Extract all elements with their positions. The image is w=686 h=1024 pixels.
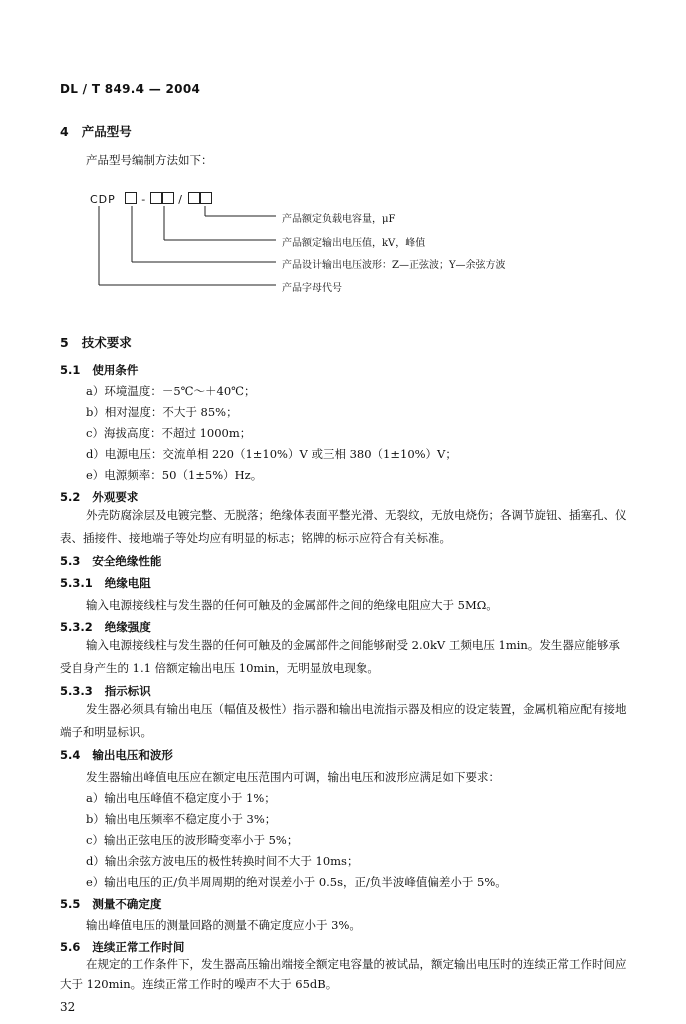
section-5-3-3-heading bbox=[60, 683, 151, 699]
legend-letters: 产品字母代号 bbox=[282, 283, 342, 294]
legend-capacitance: 产品额定负载电容量，μF bbox=[282, 214, 396, 225]
section-4-title: 产品型号 bbox=[81, 124, 132, 139]
section-5-1-title: 使用条件 bbox=[92, 363, 139, 377]
section-5-3-3-number: 5.3.3 bbox=[60, 684, 93, 698]
section-5-6-title: 连续正常工作时间 bbox=[92, 940, 185, 954]
section-5-5-number: 5.5 bbox=[60, 897, 81, 911]
section-5-3-1-number: 5.3.1 bbox=[60, 576, 93, 590]
section-5-3-1-title: 绝缘电阻 bbox=[104, 576, 151, 590]
list-item: e）输出电压的正/负半周周期的绝对误差小于 0.5s，正/负半波峰值偏差小于 5%。 bbox=[86, 875, 507, 889]
list-item: a）环境温度：－5℃～＋40℃； bbox=[86, 384, 256, 398]
section-5-3-2-text: 输入电源接线柱与发生器的任何可触及的金属部件之间能够耐受 2.0kV 工频电压 1min。发生器应能够承受自身产生的 1.1 倍额定输出电压 10min，无明显放电现象。 bbox=[60, 638, 620, 675]
section-5-4-title: 输出电压和波形 bbox=[92, 748, 173, 762]
section-5-3-heading bbox=[60, 553, 161, 569]
list-item: d）电源电压：交流单相 220（1±10%）V 或三相 380（1±10%）V； bbox=[86, 447, 457, 461]
section-5-6-heading bbox=[60, 939, 184, 955]
model-code-prefix: CDP bbox=[90, 193, 116, 206]
section-5-6-number: 5.6 bbox=[60, 940, 81, 954]
section-5-3-2-number: 5.3.2 bbox=[60, 620, 93, 634]
section-4-intro: 产品型号编制方法如下： bbox=[86, 153, 213, 167]
section-5-3-3-text: 发生器必须具有输出电压（幅值及极性）指示器和输出电流指示器及相应的设定装置，金属机箱应配有接地端子和明显标识。 bbox=[60, 702, 627, 739]
list-item: c）输出正弦电压的波形畸变率小于 5%； bbox=[86, 833, 299, 847]
section-5-3-1-text: 输入电源接线柱与发生器的任何可触及的金属部件之间的绝缘电阻应大于 5MΩ。 bbox=[86, 598, 498, 612]
legend-voltage: 产品额定输出电压值，kV，峰值 bbox=[282, 238, 426, 249]
section-5-3-2-title: 绝缘强度 bbox=[104, 620, 151, 634]
legend-waveform: 产品设计输出电压波形：Z—正弦波；Y—余弦方波 bbox=[282, 260, 506, 271]
list-item: a）输出电压峰值不稳定度小于 1%； bbox=[86, 791, 276, 805]
section-5-5-heading bbox=[60, 896, 161, 912]
section-5-3-3-title: 指示标识 bbox=[104, 684, 151, 698]
section-5-3-number: 5.3 bbox=[60, 554, 81, 568]
section-5-4-intro: 发生器输出峰值电压应在额定电压范围内可调，输出电压和波形应满足如下要求： bbox=[86, 770, 500, 784]
section-5-1-heading bbox=[60, 362, 138, 378]
page-number: 32 bbox=[60, 1000, 76, 1014]
section-5-4-number: 5.4 bbox=[60, 748, 81, 762]
list-item: b）相对湿度：不大于 85%； bbox=[86, 405, 238, 419]
section-5-2-title: 外观要求 bbox=[92, 490, 139, 504]
document-header: DL / T 849.4 — 2004 bbox=[60, 82, 201, 96]
list-item: c）海拔高度：不超过 1000m； bbox=[86, 426, 252, 440]
code-separator-slash: / bbox=[178, 193, 183, 206]
list-item: b）输出电压频率不稳定度小于 3%； bbox=[86, 812, 277, 826]
section-5-4-heading bbox=[60, 747, 173, 763]
section-5-6-text: 在规定的工作条件下，发生器高压输出端接全额定电容量的被试品，额定输出电压时的连续正常工作时间应大于 120min。连续正常工作时的噪声不大于 65dB。 bbox=[60, 957, 627, 991]
list-item: d）输出余弦方波电压的极性转换时间不大于 10ms； bbox=[86, 854, 359, 868]
section-4-number: 4 bbox=[60, 124, 69, 139]
section-5-2-text: 外壳防腐涂层及电镀完整、无脱落；绝缘体表面平整光滑、无裂纹，无放电烧伤；各调节旋钮、插塞孔、仪表、插接件、接地端子等处均应有明显的标志；铭牌的标示应符合有关标准。 bbox=[60, 508, 627, 545]
section-5-1-number: 5.1 bbox=[60, 363, 81, 377]
section-5-number: 5 bbox=[60, 335, 69, 350]
section-5-2-number: 5.2 bbox=[60, 490, 81, 504]
section-5-3-title: 安全绝缘性能 bbox=[92, 554, 162, 568]
section-5-5-title: 测量不确定度 bbox=[92, 897, 162, 911]
list-item: e）电源频率：50（1±5%）Hz。 bbox=[86, 468, 263, 482]
section-5-heading bbox=[60, 333, 132, 351]
section-5-5-text: 输出峰值电压的测量回路的测量不确定度应小于 3%。 bbox=[86, 918, 361, 932]
section-5-3-2-heading bbox=[60, 619, 151, 635]
code-separator-dash: - bbox=[141, 193, 146, 206]
section-5-3-1-heading bbox=[60, 575, 151, 591]
section-5-2-heading bbox=[60, 489, 138, 505]
section-5-title: 技术要求 bbox=[81, 335, 132, 350]
